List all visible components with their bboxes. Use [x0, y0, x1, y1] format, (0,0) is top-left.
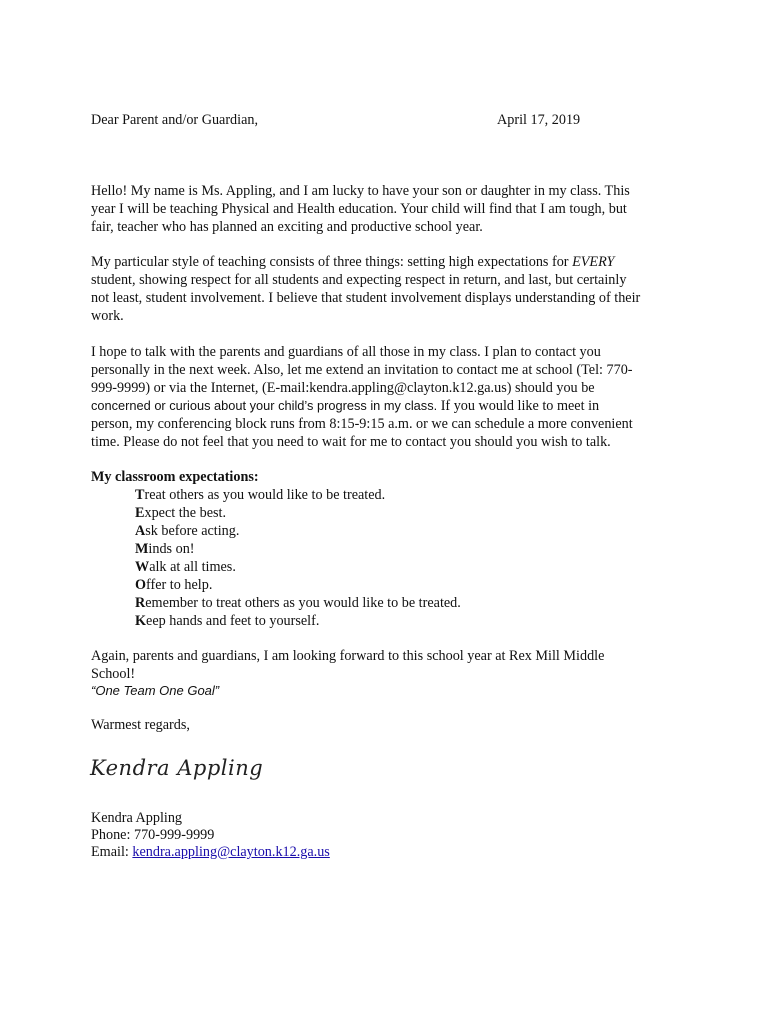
expectation-initial: O	[135, 577, 147, 593]
email-label: Email:	[91, 844, 133, 860]
expectation-item	[135, 558, 236, 576]
expectation-item	[135, 522, 239, 540]
contact-line-5: person, my conferencing block runs from 8:15-9:15 a.m. or we can schedule a more convenient	[91, 416, 633, 432]
expectation-item	[135, 594, 461, 612]
expectation-initial: T	[135, 487, 145, 503]
expectation-item	[135, 576, 212, 594]
phone-label: Phone:	[91, 827, 134, 843]
closing-line-1: Again, parents and guardians, I am looking forward to this school year at Rex Mill Middle	[91, 648, 605, 664]
contact-line-1: I hope to talk with the parents and guardians of all those in my class. I plan to contact you	[91, 344, 601, 360]
signature-text: Kendra Appling	[90, 756, 264, 780]
handwritten-signature	[88, 748, 264, 788]
signoff-phone	[91, 826, 214, 844]
emphasis-every: EVERY	[572, 254, 615, 270]
teaching-style-text: My particular style of teaching consists of three things: setting high expectations for	[91, 254, 573, 270]
contact-line-3: 999-9999) or via the Internet, (E-mail:kendra.appling@clayton.k12.ga.us) should you be	[91, 380, 595, 396]
contact-sans-text: concerned or curious about your child’s progress in my class.	[91, 398, 438, 413]
expectations-heading: My classroom expectations:	[91, 469, 259, 485]
email-link[interactable]: kendra.appling@clayton.k12.ga.us	[132, 844, 330, 860]
teaching-style-line-2: student, showing respect for all students and expecting respect in return, and last, but certainly	[91, 272, 627, 288]
signoff-email	[91, 843, 330, 861]
expectation-text: inds on!	[148, 541, 195, 557]
teaching-style-line-3: not least, student involvement. I believe that student involvement displays understanding of their	[91, 290, 641, 306]
expectation-text: xpect the best.	[144, 505, 227, 521]
expectation-item	[135, 612, 319, 630]
intro-line-2: year I will be teaching Physical and Health education. Your child will find that I am tough, but	[91, 201, 627, 217]
expectation-text: emember to treat others as you would like to be treated.	[145, 595, 461, 611]
expectation-item	[135, 504, 226, 522]
intro-line-3: fair, teacher who has planned an exciting and productive school year.	[91, 219, 483, 235]
team-motto: “One Team One Goal”	[91, 683, 220, 698]
letter-date: April 17, 2019	[497, 112, 581, 128]
contact-line-4	[91, 397, 599, 415]
expectation-text: ffer to help.	[146, 577, 213, 593]
expectation-initial: R	[135, 595, 146, 611]
valediction: Warmest regards,	[91, 717, 190, 733]
expectation-text: sk before acting.	[145, 523, 240, 539]
contact-line-6: time. Please do not feel that you need to wait for me to contact you should you wish to talk.	[91, 434, 611, 450]
expectation-text: reat others as you would like to be treated.	[144, 487, 386, 503]
contact-line-2: personally in the next week. Also, let me extend an invitation to contact me at school (Tel: 770-	[91, 362, 633, 378]
expectation-item	[135, 540, 195, 558]
signoff-name: Kendra Appling	[91, 810, 183, 826]
contact-meet-text: If you would like to meet in	[437, 398, 600, 414]
expectation-initial: A	[135, 523, 146, 539]
phone-number: 770-999-9999	[133, 827, 215, 843]
intro-line-1: Hello! My name is Ms. Appling, and I am lucky to have your son or daughter in my class. This	[91, 183, 630, 199]
salutation: Dear Parent and/or Guardian,	[91, 112, 259, 128]
expectation-text: eep hands and feet to yourself.	[146, 613, 320, 629]
expectation-initial: K	[135, 613, 147, 629]
closing-line-2: School!	[91, 666, 136, 682]
expectation-initial: E	[135, 505, 145, 521]
expectation-initial: W	[135, 559, 150, 575]
expectation-text: alk at all times.	[149, 559, 236, 575]
teaching-style-line-4: work.	[91, 308, 124, 324]
teaching-style-line-1	[91, 253, 614, 271]
expectation-item	[135, 486, 385, 504]
expectation-initial: M	[135, 541, 149, 557]
